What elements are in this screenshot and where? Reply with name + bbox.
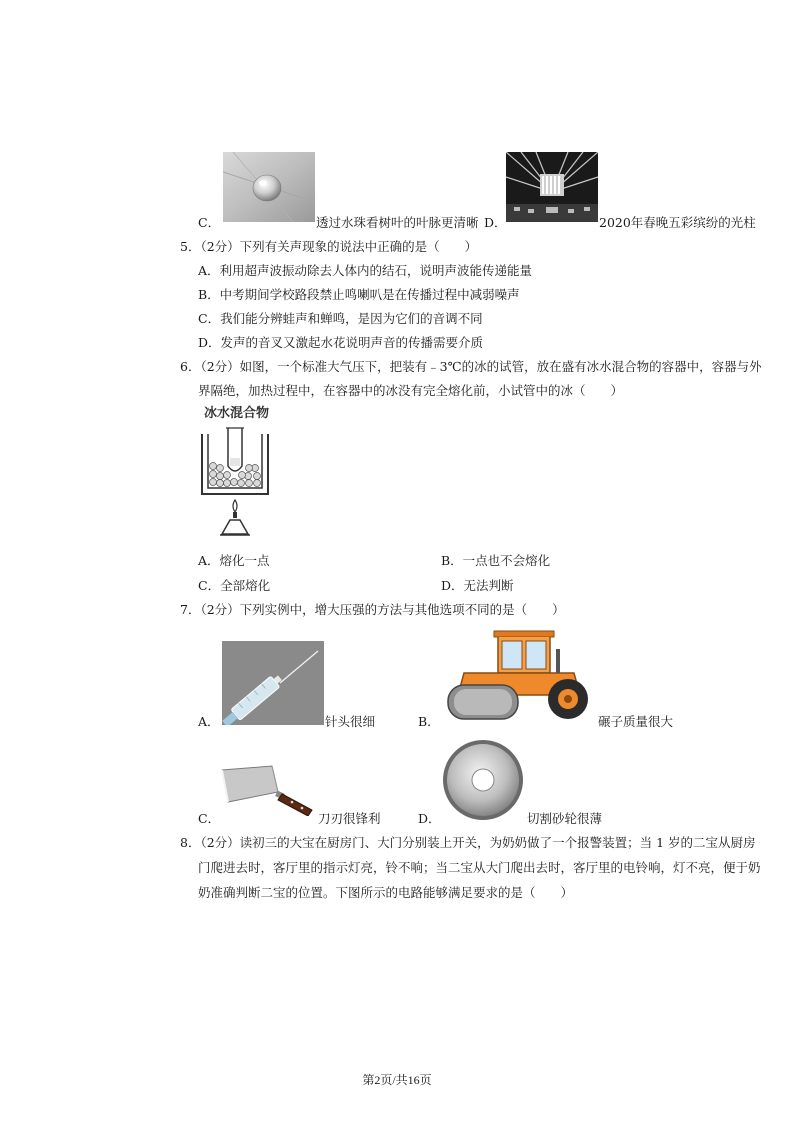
q5-stem: 5．（2分）下列有关声现象的说法中正确的是（ ）	[180, 239, 478, 254]
q5-option-c: C．我们能分辨蛙声和蝉鸣，是因为它们的音调不同	[198, 311, 483, 326]
q5-option-b: B．中考期间学校路段禁止鸣喇叭是在传播过程中减弱噪声	[198, 287, 520, 302]
apparatus-drawing	[196, 422, 276, 542]
q4-option-c-label: C．	[198, 215, 221, 230]
q7-option-b-text: 碾子质量很大	[598, 714, 674, 729]
q4-option-d-text: 2020年春晚五彩缤纷的光柱	[599, 215, 756, 230]
q5-option-a: A．利用超声波振动除去人体内的结石，说明声波能传递能量	[198, 263, 533, 278]
q6-option-c: C．全部熔化	[198, 578, 271, 593]
q7-option-d-text: 切割砂轮很薄	[527, 811, 603, 826]
q6-option-b: B．一点也不会熔化	[441, 553, 551, 568]
q8-stem-line2: 门爬进去时，客厅里的指示灯亮，铃不响；当二宝从大门爬出去时，客厅里的电铃响，灯不亮，便于奶	[198, 860, 761, 875]
q6-stem-line2: 界隔绝，加热过程中，在容器中的冰没有完全熔化前，小试管中的冰（ ）	[198, 383, 624, 398]
q7-option-b-label: B．	[418, 714, 440, 729]
syringe-photo	[222, 641, 324, 725]
q7-option-c-text: 刀刃很锋利	[318, 811, 381, 826]
cleaver-knife-photo	[220, 762, 316, 816]
stage-light-pillars-photo	[506, 152, 598, 222]
page-number: 第2页/共16页	[362, 1073, 432, 1087]
q8-stem-line3: 奶准确判断二宝的位置。下图所示的电路能够满足要求的是（ ）	[198, 885, 574, 900]
q6-option-a: A．熔化一点	[198, 553, 270, 568]
q4-option-d-label: D．	[484, 215, 507, 230]
ice-water-apparatus-figure	[196, 402, 276, 542]
q8-stem-line1: 8．（2分）读初三的大宝在厨房门、大门分别装上开关，为奶奶做了一个报警装置；当 1 岁的二宝从厨房	[180, 835, 756, 850]
q7-option-a-label: A．	[198, 714, 220, 729]
q7-option-a-text: 针头很细	[325, 714, 376, 729]
q6-option-d: D．无法判断	[441, 578, 514, 593]
road-roller-photo	[444, 629, 596, 721]
q7-option-c-label: C．	[198, 811, 221, 826]
figure-label: 冰水混合物	[204, 406, 270, 421]
cutting-wheel-photo	[440, 737, 526, 823]
water-droplet-photo	[223, 152, 315, 222]
q5-option-d: D．发声的音叉又激起水花说明声音的传播需要介质	[198, 335, 484, 350]
q6-stem-line1: 6．（2分）如图，一个标准大气压下，把装有﹣3℃的冰的试管，放在盛有冰水混合物的容器中，容器与外	[180, 359, 762, 374]
q4-option-c-text: 透过水珠看树叶的叶脉更清晰	[316, 215, 479, 230]
q7-stem: 7．（2分）下列实例中，增大压强的方法与其他选项不同的是（ ）	[180, 602, 565, 617]
q7-option-d-label: D．	[418, 811, 441, 826]
